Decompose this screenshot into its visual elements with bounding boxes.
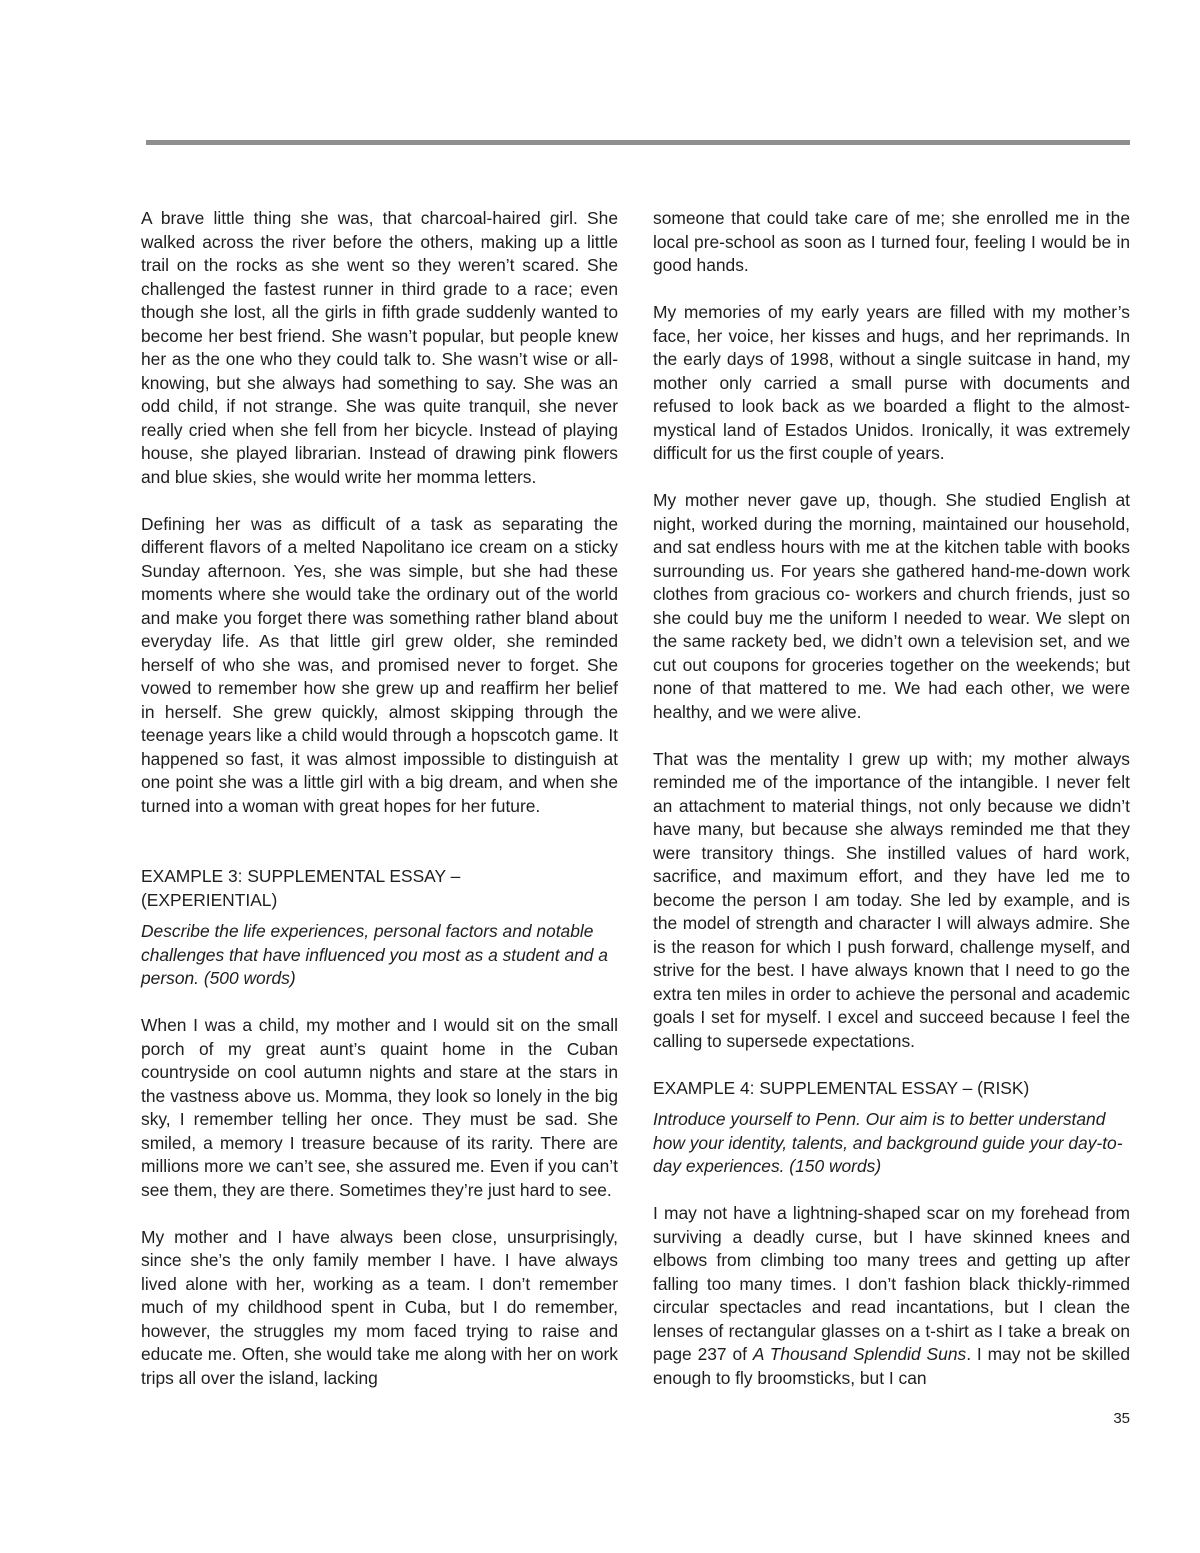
- body-paragraph: My mother and I have always been close, unsurprisingly, since she’s the only family member I have. I have always lived alone with her, working as a team. I don’t remember much of my childhood spent in Cuba, but I do remember, however, the struggles my mom faced trying to raise and educate me. Often, she would take me along with her on work trips all over the island, lacking: [141, 1226, 618, 1388]
- body-paragraph: My mother never gave up, though. She studied English at night, worked during the morning, maintained our household, and sat endless hours with me at the kitchen table with books surrounding us. For years she gathered hand-me-down work clothes from gracious co- workers and church friends, just so she could buy me the uniform I needed to wear. We slept on the same rackety bed, we didn’t own a television set, and we cut out coupons for groceries together on the weekends; but none of that mattered to me. We had each other, we were healthy, and we were alive.: [653, 490, 1130, 722]
- body-paragraph: That was the mentality I grew up with; my mother always reminded me of the importance of the intangible. I never felt an attachment to material things, not only because we didn’t have many, but because she always reminded me that they were transitory things. She instilled values of hard work, sacrifice, and maximum effort, and they have led me to become the person I am today. She led by example, and is the model of strength and character I will always admire. She is the reason for which I push forward, challenge myself, and strive for the best. I have always known that I need to go the extra ten miles in order to achieve the personal and academic goals I set for myself. I excel and succeed because I feel the calling to supersede expectations.: [653, 748, 1130, 1051]
- essay-prompt: Describe the life experiences, personal factors and notable challenges that have influenced you most as a student and a person. (500 words): [141, 921, 608, 988]
- right-column: [653, 207, 1130, 1414]
- book-title: A Thousand Splendid Suns: [752, 1344, 967, 1364]
- section-heading-example-3: [141, 865, 618, 912]
- page-number: 35: [1113, 1410, 1130, 1427]
- paragraph-text: . I may not be skilled enough to fly broomsticks, but I can: [653, 1344, 1131, 1388]
- essay-prompt: Introduce yourself to Penn. Our aim is to better understand how your identity, talents, and background guide your day-to-day experiences. (150 words): [653, 1109, 1123, 1176]
- body-paragraph: [653, 1202, 1130, 1390]
- body-paragraph: When I was a child, my mother and I would sit on the small porch of my great aunt’s quaint home in the Cuban countryside on cool autumn nights and stare at the stars in the vastness above us. Momma, they look so lonely in the big sky, I remember telling her once. They must be sad. She smiled, a memory I treasure because of its rarity. There are millions more we can’t see, she assured me. Even if you can’t see them, they are there. Sometimes they’re just hard to see.: [141, 1015, 618, 1200]
- paragraph-text: I may not have a lightning-shaped scar on my forehead from surviving a deadly curse, but I have skinned knees and elbows from climbing too many trees and getting up after falling too many times. I don’t fashion black thickly-rimmed circular spectacles and read incantations, but I clean the lenses of rectangular glasses on a t-shirt as I take a break on page 237 of: [653, 1203, 1130, 1364]
- left-column: [141, 207, 618, 1414]
- section-heading-example-4: EXAMPLE 4: SUPPLEMENTAL ESSAY – (RISK): [653, 1077, 1030, 1098]
- header-rule: [146, 140, 1130, 145]
- heading-line: (EXPERIENTIAL): [141, 889, 278, 910]
- body-paragraph: Defining her was as difficult of a task as separating the different flavors of a melted Napolitano ice cream on a sticky Sunday afternoon. Yes, she was simple, but she had these moments where she would take the ordinary out of the world and make you forget there was something rather bland about everyday life. As that little girl grew older, she reminded herself of who she was, and promised never to forget. She vowed to remember how she grew up and reaffirm her belief in herself. She grew quickly, almost skipping through the teenage years like a child would through a hopscotch game. It happened so fast, it was almost impossible to distinguish at one point she was a little girl with a big dream, and when she turned into a woman with great hopes for her future.: [141, 513, 618, 816]
- heading-line: EXAMPLE 3: SUPPLEMENTAL ESSAY –: [141, 866, 461, 886]
- body-paragraph: My memories of my early years are filled with my mother’s face, her voice, her kisses and hugs, and her reprimands. In the early days of 1998, without a single suitcase in hand, my mother only carried a small purse with documents and refused to look back as we boarded a flight to the almost-mystical land of Estados Unidos. Ironically, it was extremely difficult for us the first couple of years.: [653, 302, 1130, 463]
- body-paragraph: A brave little thing she was, that charcoal-haired girl. She walked across the river before the others, making up a little trail on the rocks as she went so they weren’t scared. She challenged the fastest runner in third grade to a race; even though she lost, all the girls in fifth grade suddenly wanted to become her best friend. She wasn’t popular, but people knew her as the one who they could talk to. She wasn’t wise or all-knowing, but she always had something to say. She was an odd child, if not strange. She was quite tranquil, she never really cried when she fell from her bicycle. Instead of playing house, she played librarian. Instead of drawing pink flowers and blue skies, she would write her momma letters.: [141, 208, 618, 487]
- body-paragraph: someone that could take care of me; she enrolled me in the local pre-school as soon as I turned four, feeling I would be in good hands.: [653, 208, 1130, 275]
